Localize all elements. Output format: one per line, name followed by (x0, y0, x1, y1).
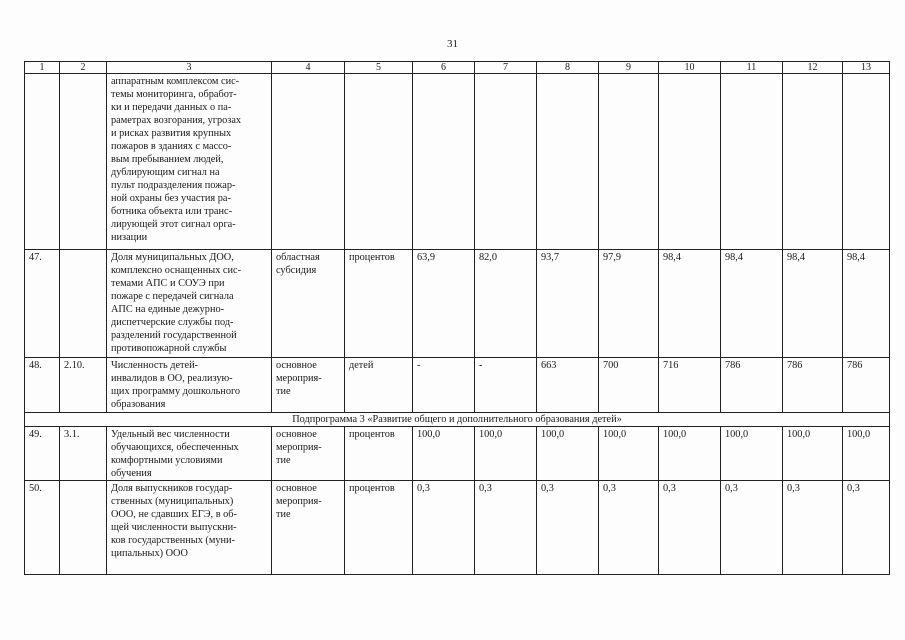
value-cell: 0,3 (843, 481, 890, 575)
value-cell (783, 74, 843, 250)
value-cell (721, 74, 783, 250)
table-row (25, 427, 890, 481)
row-number: 50. (25, 481, 60, 575)
indicator-name: Численность детей- инвалидов в ОО, реализую- щих программу дошкольного образования (107, 358, 272, 413)
value-cell: 100,0 (783, 427, 843, 481)
value-cell: 100,0 (659, 427, 721, 481)
table-row (25, 481, 890, 575)
value-cell: 100,0 (475, 427, 537, 481)
row-number: 47. (25, 250, 60, 358)
funding-source: основное мероприя- тие (272, 358, 345, 413)
header-row (25, 62, 890, 74)
value-cell (413, 74, 475, 250)
indicator-name: Доля выпускников государ- ственных (муниципальных) ООО, не сдавших ЕГЭ, в об- щей численности выпускни- ков государственных (муни- ципальных) ООО (107, 481, 272, 575)
column-header: 10 (659, 62, 721, 74)
value-cell: 0,3 (783, 481, 843, 575)
column-header: 2 (60, 62, 107, 74)
column-header: 8 (537, 62, 599, 74)
value-cell: 98,4 (659, 250, 721, 358)
value-cell: - (413, 358, 475, 413)
subprogram-title: Подпрограмма 3 «Развитие общего и дополнительного образования детей» (25, 413, 890, 427)
row-code (60, 250, 107, 358)
indicators-table (24, 61, 890, 575)
indicator-name: аппаратным комплексом сис- темы мониторинга, обработ- ки и передачи данных о па- раметрах возгорания, угрозах и рисках развития крупных пожаров в зданиях с массо- вым пребыванием людей, дублирующим сигнал на пульт подразделения пожар- ной охраны без участия ра- ботника объекта или транс- лирующей этот сигнал орга- низации (107, 74, 272, 250)
value-cell: 0,3 (599, 481, 659, 575)
value-cell: 0,3 (659, 481, 721, 575)
value-cell: 663 (537, 358, 599, 413)
unit: процентов (345, 250, 413, 358)
value-cell: 100,0 (721, 427, 783, 481)
table-row (25, 74, 890, 250)
value-cell: 716 (659, 358, 721, 413)
value-cell: 98,4 (783, 250, 843, 358)
value-cell: 700 (599, 358, 659, 413)
column-header: 5 (345, 62, 413, 74)
indicator-name: Удельный вес численности обучающихся, обеспеченных комфортными условиями обучения (107, 427, 272, 481)
value-cell: 0,3 (537, 481, 599, 575)
funding-source (272, 74, 345, 250)
row-code (60, 74, 107, 250)
row-number (25, 74, 60, 250)
column-header: 11 (721, 62, 783, 74)
value-cell: 786 (783, 358, 843, 413)
column-header: 6 (413, 62, 475, 74)
page-number: 31 (447, 38, 458, 50)
column-header: 3 (107, 62, 272, 74)
value-cell: 98,4 (843, 250, 890, 358)
value-cell: 0,3 (721, 481, 783, 575)
value-cell: 98,4 (721, 250, 783, 358)
column-header: 13 (843, 62, 890, 74)
subprogram-row (25, 413, 890, 427)
table-row (25, 250, 890, 358)
unit: процентов (345, 481, 413, 575)
column-header: 1 (25, 62, 60, 74)
value-cell: 82,0 (475, 250, 537, 358)
funding-source: основное мероприя- тие (272, 481, 345, 575)
unit: процентов (345, 427, 413, 481)
funding-source: основное мероприя- тие (272, 427, 345, 481)
value-cell: 786 (843, 358, 890, 413)
unit (345, 74, 413, 250)
value-cell: 0,3 (475, 481, 537, 575)
column-header: 4 (272, 62, 345, 74)
value-cell: - (475, 358, 537, 413)
row-number: 49. (25, 427, 60, 481)
value-cell: 0,3 (413, 481, 475, 575)
value-cell: 100,0 (413, 427, 475, 481)
value-cell (537, 74, 599, 250)
value-cell (475, 74, 537, 250)
value-cell (659, 74, 721, 250)
value-cell (843, 74, 890, 250)
value-cell: 93,7 (537, 250, 599, 358)
funding-source: областная субсидия (272, 250, 345, 358)
row-code (60, 481, 107, 575)
column-header: 9 (599, 62, 659, 74)
column-header: 12 (783, 62, 843, 74)
value-cell: 63,9 (413, 250, 475, 358)
value-cell: 786 (721, 358, 783, 413)
column-header: 7 (475, 62, 537, 74)
value-cell: 100,0 (537, 427, 599, 481)
indicator-name: Доля муниципальных ДОО, комплексно оснащенных сис- темами АПС и СОУЭ при пожаре с передачей сигнала АПС на единые дежурно- диспетчерские службы под- разделений государственной противопожарной службы (107, 250, 272, 358)
row-number: 48. (25, 358, 60, 413)
unit: детей (345, 358, 413, 413)
row-code: 3.1. (60, 427, 107, 481)
value-cell (599, 74, 659, 250)
value-cell: 100,0 (843, 427, 890, 481)
value-cell: 100,0 (599, 427, 659, 481)
row-code: 2.10. (60, 358, 107, 413)
table-row (25, 358, 890, 413)
value-cell: 97,9 (599, 250, 659, 358)
